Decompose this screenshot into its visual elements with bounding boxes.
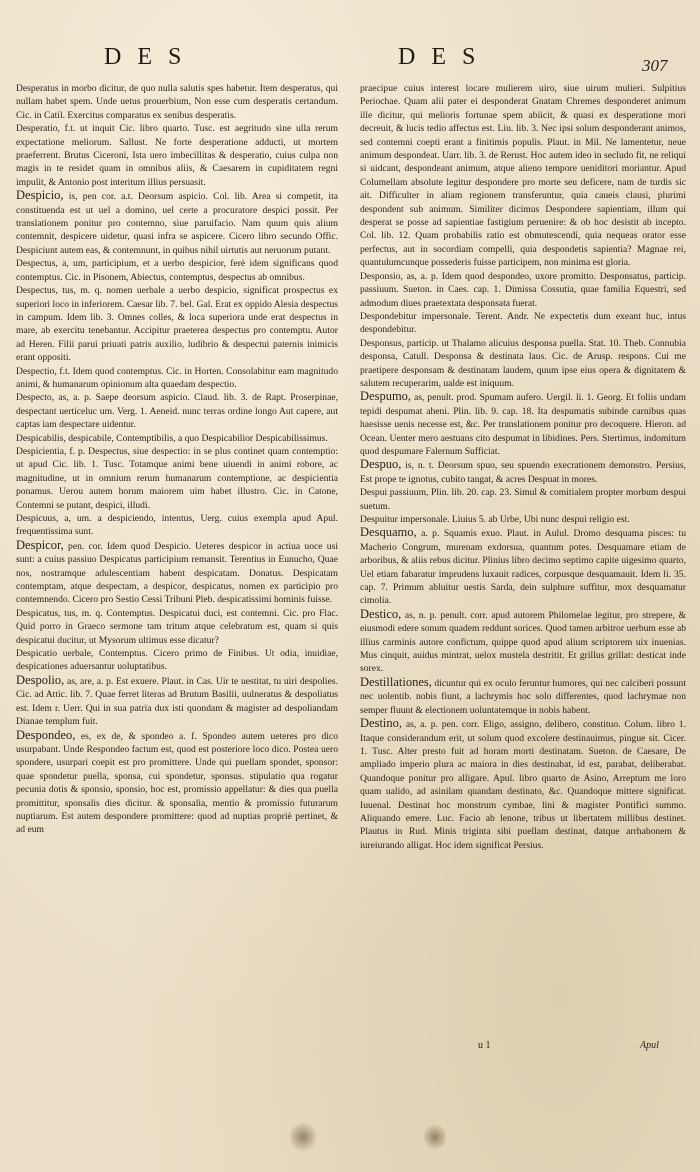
entry-text: Despectio, f.t. Idem quod contemptus. Cic. in Horten. Consolabitur eam magnitudo animi, & humanarum opinionum alta quaedam despectio. [16, 365, 338, 390]
left-column [16, 82, 338, 1152]
entry-text: as, a. p. pen. corr. Eligo, assigno, delibero, constituo. Colum. libro 1. Itaque considerandum erit, ut solum quod excolere destinauimus, pingue sit. Cicer. 1. Tusc. Alter presto fuit ad horam morti destinatam. Sueton. de Caesare, De ampliado imperio plura ac maiora in dies destinabat, id est, parabat, deliberabat. Quandoque ponitur pro alligare. Apul. libro quarto de Asino, Arreptum me loro quam ualido, ad asinilam quandam destinato, &c. Quandoque mittere significat. Iuuenal. Destinat hoc monstrum cymbae, lini & magister Pontifici summo. Aliquando emere. Luc. Facio ab lenone, tribus ut libertatem millibus destinet. Plautus in Rud. Minis triginta sibi puellam destinat, datque arrhabonem & iureiurando alligat. Hoc idem significat Persius. [360, 719, 686, 851]
entry-text: es, ex de, & spondeo a. f. Spondeo autem ueteres pro dico usurpabant. Unde Respondeo factum est, quod est posteriore loco dico. Postea uero spondere, usurpari coepit est pro promittere. Unde qui puellam spondet, sponsor: quae spondetur puella, sponsa, cui spondetur, sponsus. stipulatio qua rogatur pecunia dotis & sponsio, sponsio, hoc est, promissio appellatur: & dies qua puella promittitur, sponsalis dies dicitur. & sponsalia, mentio & promissio futurarum nuptiarum. Est autem despondere promittere: quod ad nuptias propriè pertinet, & ad eum [16, 730, 338, 836]
dictionary-entry [360, 526, 686, 607]
catchword: Apul [640, 1040, 659, 1051]
dictionary-entry [360, 310, 686, 337]
entry-text: Despecto, as, a. p. Saepe deorsum aspicio. Claud. lib. 3. de Rapt. Proserpinae, despectant uerticeluc um. Verg. 1. Aeneid. nunc terras ordine longo Aut capere, aut captas iam despectare uidentur. [16, 392, 338, 431]
dictionary-entry [16, 391, 338, 431]
dictionary-entry [360, 82, 686, 270]
dictionary-entry [16, 729, 338, 837]
entry-text: is, pen cor. a.t. Deorsum aspicio. Col. lib. Area si competit, ita constituenda est ut uel a domino, uel certe a procuratore despici possit. Per translationem ponitur pro contemno, siue paruifacio. Nam quum quis alium contemnit, despicere uidetur, quasi infra se aspicere. Cicero libro secundo Offic. Despiciunt autem eas, & contemnunt, in quibus nihil uirtutis aut neruorum putant. [16, 191, 338, 256]
dictionary-entry [16, 284, 338, 364]
entry-text: Despuitur impersonale. Liuius 5. ab Urbe, Ubi nunc despui religio est. [360, 514, 630, 525]
entry-text: Despicatio uerbale, Contemptus. Cicero primo de Finibus. Ut odia, inuidiae, despicationes aduersantur uoluptatibus. [16, 648, 338, 673]
entry-text: Despicientia, f. p. Despectus, siue despectio: in se plus continet quam contemptio: ut apud Cic. lib. 1. Tusc. Totamque animi bene uiuendi in animi robore, ac magnitudine, ut in omnium rerum humanarum contemptione, ac despicientia ponamus. Uerou autem horum maiorem uim habet illustro. Cic. in Catone, Contemni se putant, despici, illudi. [16, 445, 338, 511]
dictionary-entry [16, 445, 338, 512]
entry-text: a. p. Squamis exuo. Plaut. in Aulul. Dromo desquama pisces: tu Macherio Congrum, murenam exdorsua, quantum potes. Desquamare etiam de arboribus, & aliis rebus dicitur. Plinius libro decimo septimo capite uigesimo quarto, Uel etiam fabaratur imprudens luxauit radices, corpusque desquamauit. Idem li. 35. cap. 7. Primum abluitur uestis Sarda, dein sulphure suffitur, mox desquamatur cimolia. [360, 528, 686, 607]
entry-headword: Destillationes, [360, 674, 432, 689]
entry-text: Despui passiuum, Plin. lib. 20. cap. 23. Simul & comitialem propter morbum despui suetum. [360, 487, 686, 512]
entry-text: Despicuus, a, um. a despiciendo, intentus, Uerg. cuius exempla apud Apul. frequentissima sunt. [16, 513, 338, 538]
entry-headword: Destino, [360, 716, 403, 731]
entry-text: Desponsus, particip. ut Thalamo alicuius desponsa puella. Stat. 10. Theb. Connubia desponsa, Catull. Desponsa & destinata laus. Cic. de Arusp. respons. Cui me praetipere desponsam & destinatam laudem, quum ipse eius opera & dignitatem & salutem recuperarim, ualde est iniquum. [360, 337, 686, 389]
entry-text: Despicatus, tus, m. q. Contemptus. Despicatui duci, est contemni. Cic. pro Flac. Quid porro in Graeco sermone tam tritum atque celebratum est, quam si quis despicatui ducitur, ut Mysorum ultimus esse dicatur? [16, 607, 338, 646]
dictionary-entry [360, 458, 686, 486]
entry-headword: Destico, [360, 606, 402, 621]
dictionary-entry [360, 390, 686, 458]
entry-text: as, penult. prod. Spumam aufero. Uergil. li. 1. Georg. Et foliis undam tepidi despumat aheni. Plin. lib. 9. cap. 18. Ita despumatis subinde carnibus quas haesisse uenis necesse est, &c. Per translationem ponitur pro decoquere. Hieron. ad Ocean. Uenter mero aestuans cito despumat in libidines. Pers. Stertimus, indomitum quod despumare Falernum Sufficiat. [360, 392, 686, 457]
dictionary-entry [16, 257, 338, 284]
dictionary-entry [360, 513, 686, 526]
entry-text: Despondebitur impersonale. Terent. Andr. Ne expectetis dum exeant huc, intus despondebitur. [360, 310, 686, 336]
entry-text: Despectus, a, um, participium, et a uerbo despicior, ferè idem significans quod contemptus. Cic. in Pisonem, Abiectus, contemptus, despectus ab omnibus. [16, 258, 338, 283]
dictionary-entry [16, 365, 338, 392]
entry-headword: Desquamo, [360, 525, 417, 540]
dictionary-entry [360, 676, 686, 717]
entry-text: pen. cor. Idem quod Despicio. Ueteres despicor in actiua uoce usi sunt: a cuius passiuo Despicatus participium remansit. Terentius in Eunucho, Quae nos, nostramque adulescentiam habent despicatam. Donatus. Despicatam contemptam, atque despectam, a despicor, despicatus, nomen ex participio pro contemnendo. Cicero pro Sestio Cessi Tribuni Pleb. despicatissimi hominis fuisse. [16, 540, 338, 606]
dictionary-entry [360, 270, 686, 310]
dictionary-entry [16, 122, 338, 189]
running-head-left: DES [104, 44, 198, 70]
entry-text: Despectus, tus, m. q. nomen uerbale a uerbo despicio, significat prospectus ex superiori loco in inferiorem. Caesar lib. 7. bel. Gal. Erat ex oppido Alesia despectus in campum. Idem lib. 3. Omnes colles, & loca superiora unde erat despectus in mare, ab exercitu tenebantur. Accipitur praeterea despectus pro contemptu. Autor ad Heren. Filii parui priuati patris auxilio, ludibrio & despectui paternis inimicis erant oppositi. [16, 285, 338, 364]
page-number: 307 [642, 56, 668, 75]
running-header [0, 44, 700, 84]
dictionary-entry [16, 539, 338, 607]
entry-text: Desponsio, as, a. p. Idem quod despondeo, uxore promitto. Desponsatus, particip. passiuum. Sueton. in Caes. cap. 1. Dimissa Cossutia, quae familia Equestri, sed admodum diues praetextata desponsata fuerat. [360, 270, 686, 309]
dictionary-entry [360, 608, 686, 676]
entry-text: as, are, a. p. Est exuere. Plaut. in Cas. Uir te uestitat, tu uiri despolies. Cic. ad Attic. lib. 7. Quae ferret literas ad Brutum Basilii, uulneratus & despoliatus est. Idem r. Uerr. Qui in sua patria dux isti quondam & magister ad despoliandam Dianae templum fuit. [16, 675, 338, 728]
dictionary-entry [16, 512, 338, 539]
dictionary-entry [16, 674, 338, 729]
right-column [360, 82, 686, 1152]
dictionary-entry [16, 647, 338, 674]
entry-text: Despicabilis, despicabile, Contemptibilis, a quo Despicabilior Despicabilissimus. [16, 432, 328, 444]
entry-headword: Despicio, [16, 188, 64, 203]
dictionary-entry [360, 337, 686, 391]
entry-headword: Despuo, [360, 457, 402, 472]
entry-text: praecipue cuius interest locare mulierem uiro, siue uirum mulieri. Sulpitius Periochae. Quam alii pater ei desponderat Gnatam Chremes desponderet animum ille dicitur, qui melioris fortunae spem abiicit, & quasi ex desperatione mori decreuit, & lucis tedio affectus est. Liu. lib. 3. Nec ipsi solum desponderant animos, sed contemni coepti erant a finitimis populis. Plaut. in Mil. Ne lamentetur, neue animum despondeat. Uarr. lib. 3. de Rerust. Hoc autem ideo in secludo fit, ne reliqui si uidcant, despondeant animum, atque alieno tempore ueniditori moriantur. Apud Columellam absolute legitur despondere pro morte seu deficere, nam de turdis sic ait. Difficulter in aliam regionem transferuntur, quia caueis clausi, plurimi despondent sub animum. Similiter dicimus Despondere sapientiam, illum qui desperat se posse ad sapientiae fastigium peruenire: & ob hoc desistit ab incepto. Col. lib. 12. Quam probabilis ratio est obmutescendi, quia nequeas orator esse perfectus, aut in socordiam compelli, quia despondetis sapientia? Magnae rei, quantulumcunque possederis fuisse participem, non minima est gloria. [360, 83, 686, 269]
dictionary-entry [360, 486, 686, 513]
entry-text: dicuntur qui ex oculo feruntur humores, qui nec calciberi possunt nec uolentib. nobis fiunt, a lachrymis hoc solo differentes, quod lachrymae non semper fluunt & electionem uoluntatemque in nobis habent. [360, 677, 686, 716]
entry-text: Desperatio, f.t. ut inquit Cic. libro quarto. Tusc. est aegritudo sine ulla rerum expectatione meliorum. Sallust. Ne forte desperatione adducti, ut mortem praeferrent. Brutus Ciceroni, Ista uero imbecillitas & desperatio, cuius culpa non magis in te residet quam in omnibus aliis, & Caesarem in cupiditatem regni impulit, & Antonio post interitum illius persuasit. [16, 123, 338, 188]
entry-headword: Despolio, [16, 672, 65, 687]
dictionary-entry [16, 82, 338, 122]
dictionary-entry [16, 607, 338, 647]
entry-text: as, n. p. penult. corr. apud autorem Philomelae legitur, pro strepere, & eiusmodi edere sonum quadem reddunt sorices. Quod tamen arbitror uerbum esse ab illius carminis autore confictum, quippe quod apud alium scriptorem uix inuenias. Mus cinquit, auidus mintrat, uelox mustela destritit. Et grillus grillat: desticat inde sorex. [360, 609, 686, 675]
signature-mark: u 1 [478, 1040, 491, 1051]
dictionary-entry [16, 432, 338, 445]
running-head-right: DES [398, 44, 492, 70]
entry-text: is, n. t. Deorsum spuo, seu spuendo execrationem demonstro. Persius, Est prope te ignotus, cubito tangat, & acres Despuat in mores. [360, 460, 686, 485]
entry-headword: Despicor, [16, 537, 64, 552]
dictionary-entry [360, 717, 686, 852]
entry-headword: Despumo, [360, 389, 412, 404]
entry-text: Desperatus in morbo dicitur, de quo nulla salutis spes habetur. Item desperatus, qui nullam habet spem. Unde uetus prouerbium, Non esse cum desperatis certandum. Cic. in Catil. Exercitus comparatus ex senibus desperatis. [16, 83, 338, 121]
entry-headword: Despondeo, [16, 727, 76, 742]
dictionary-entry [16, 189, 338, 257]
